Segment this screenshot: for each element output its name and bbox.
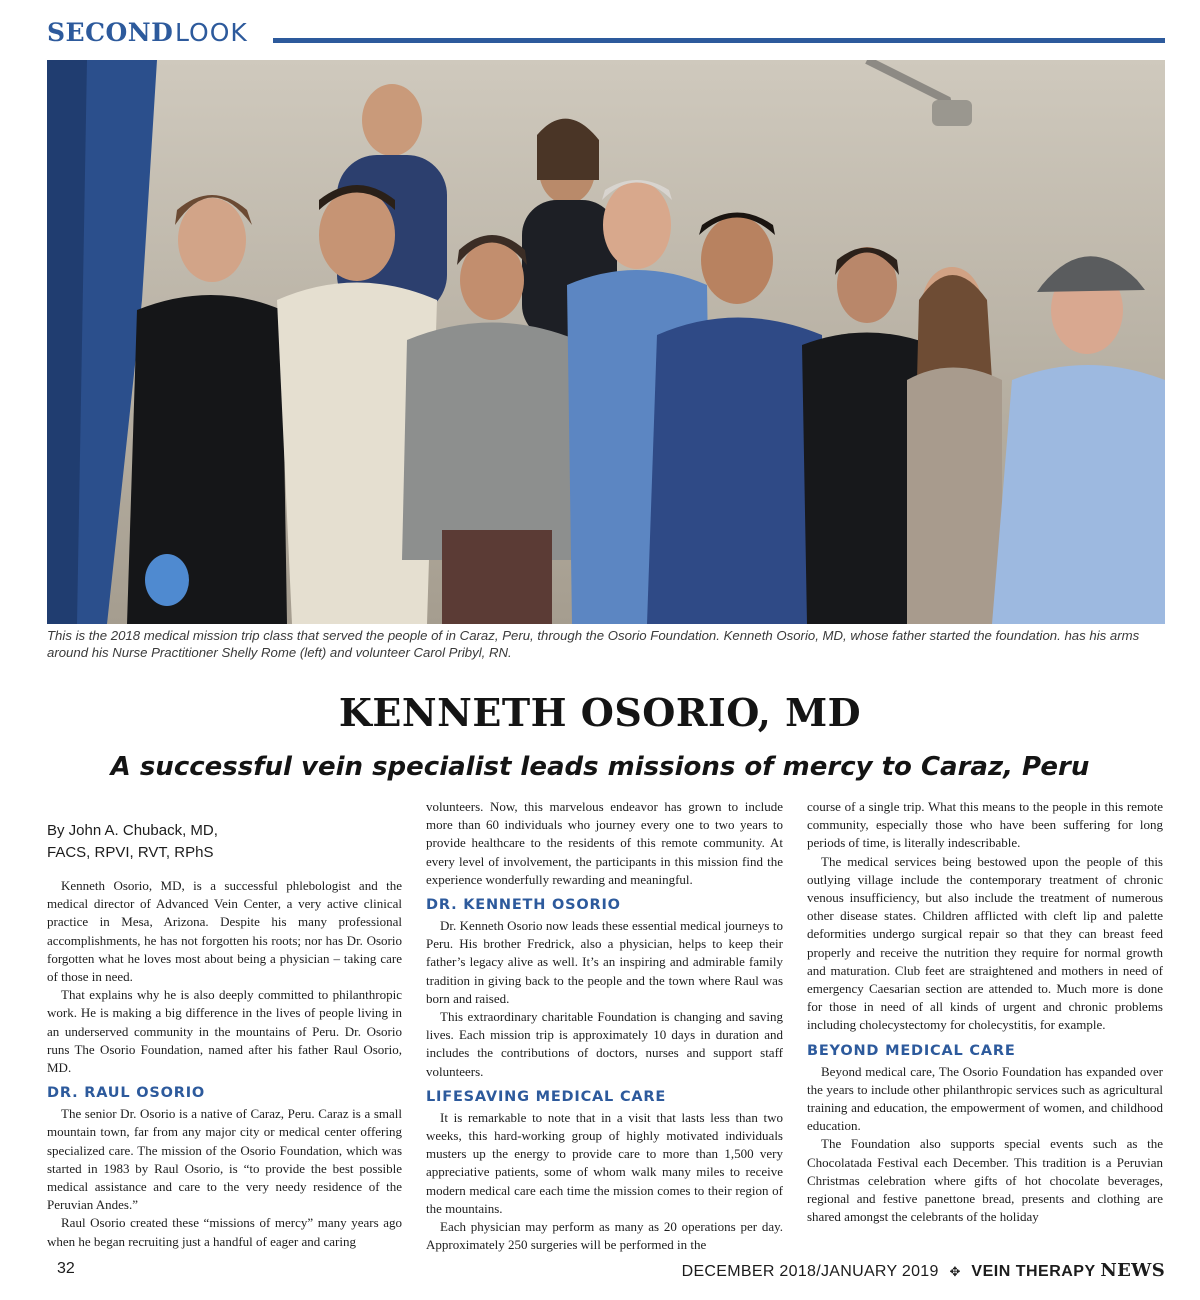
byline-line-1: By John A. Chuback, MD, (47, 822, 218, 839)
paragraph: It is remarkable to note that in a visit that lasts less than two weeks, this hard-working group of highly motivated individuals musters up the energy to provide care to more than 1,500 very appreciative patients, some of whom walk many miles to receive modern medical care each time the mission comes to their region of the mountains. (426, 1109, 783, 1216)
byline (47, 820, 402, 864)
paragraph: Kenneth Osorio, MD, is a successful phlebologist and the medical director of Advanced Vein Center, a very active clinical practice in Mesa, Arizona. Despite his many professional accomplishments, he has not forgotten his roots; nor has Dr. Osorio forgotten what he loves most about being a physician – taking care of those in need. (47, 878, 402, 985)
paragraph: Raul Osorio created these “missions of mercy” many years ago when he began recruiting just a handful of eager and caring (47, 1215, 402, 1249)
paragraph: volunteers. Now, this marvelous endeavor has grown to include more than 60 individuals who journey every one to two years to provide healthcare to the residents of this remote community. At every level of involvement, the participants in this mission find the experience wonderfully rewarding and meaningful. (426, 799, 783, 887)
magazine-name-suffix: NEWS (1100, 1260, 1165, 1281)
subheading-beyond-care: BEYOND MEDICAL CARE (807, 1042, 1016, 1059)
group-photo (47, 60, 1165, 624)
paragraph: course of a single trip. What this means to the people in this remote community, especially those who have been suffering for long periods of time, is literally indescribable. (807, 799, 1163, 851)
ornament-icon: ✥ (949, 1264, 961, 1279)
section-label-bold: SECOND (47, 18, 174, 47)
paragraph: That explains why he is also deeply committed to philanthropic work. He is making a big difference in the lives of people living in an underserved community in the mountains of Peru. Dr. Osorio runs The Osorio Foundation, named after his father Raul Osorio, MD. (47, 987, 402, 1076)
subheading-lifesaving-care: LIFESAVING MEDICAL CARE (426, 1088, 667, 1105)
page-number: 32 (57, 1260, 75, 1277)
page-footer (47, 1258, 1165, 1282)
paragraph: The Foundation also supports special events such as the Chocolatada Festival each December. This tradition is a Peruvian Christmas celebration where gifts of hot chocolate beverages, regional and festive panettone bread, presents and clothing are shared amongst the celebrants of the holiday (807, 1136, 1163, 1225)
paragraph: The senior Dr. Osorio is a native of Caraz, Peru. Caraz is a small mountain town, far from any major city or medical center offering specialized care. The mission of the Osorio Foundation, which was started in 1983 by Raul Osorio, is “to provide the best possible medical assistance and care to the very needy residence of the Peruvian Andes.” (47, 1106, 402, 1213)
subheading-raul-osorio: DR. RAUL OSORIO (47, 1085, 206, 1102)
paragraph: Beyond medical care, The Osorio Foundation has expanded over the years to include other philanthropic services such as agricultural training and education, the empowerment of women, and childhood education. (807, 1063, 1163, 1134)
paragraph: This extraordinary charitable Foundation is changing and saving lives. Each mission trip is approximately 10 days in duration and includes the contributions of doctors, nurses and support staff volunteers. (426, 1009, 783, 1079)
section-header (47, 16, 1165, 52)
paragraph: Dr. Kenneth Osorio now leads these essential medical journeys to Peru. His brother Fredrick, also a physician, helps to keep their father’s legacy alive as well. It’s an inspiring and admirable family tradition in giving back to the people and the town where Raul was born and raised. (426, 918, 783, 1006)
section-label-light: LOOK (175, 18, 248, 47)
article-column-1 (47, 798, 402, 1251)
header-rule (273, 38, 1165, 43)
group-photo-illustration (47, 60, 1165, 624)
issue-date: DECEMBER 2018/JANUARY 2019 (681, 1263, 939, 1280)
magazine-name: VEIN THERAPY (971, 1263, 1096, 1280)
photo-caption: This is the 2018 medical mission trip class that served the people of in Caraz, Peru, through the Osorio Foundation. Kenneth Osorio, MD, whose father started the foundation. has his arms around his Nurse Practitioner Shelly Rome (left) and volunteer Carol Pribyl, RN. (47, 628, 1140, 660)
article-title: KENNETH OSORIO, MD (338, 690, 862, 735)
subheading-kenneth-osorio: DR. KENNETH OSORIO (426, 897, 621, 914)
paragraph: Each physician may perform as many as 20 operations per day. Approximately 250 surgeries will be performed in the (426, 1219, 783, 1253)
paragraph: The medical services being bestowed upon the people of this outlying village include the contemporary treatment of chronic venous insufficiency, but also include the treatment of numerous other disease states. Children afflicted with cleft lip and palette deformities undergo surgical repair so that they can breast feed properly and receive the nutrition they require for normal growth and maturation. Club feet are straightened and mothers in need of emergency Caesarian section are attended to. Much more is done for those in need of all kinds of urgent and chronic problems including cholecystectomy for cholecystitis, for example. (807, 853, 1163, 1033)
byline-line-2: FACS, RPVI, RVT, RPhS (47, 844, 214, 861)
article-column-2 (426, 798, 783, 1254)
footer-issue-line (682, 1260, 1165, 1281)
article-column-3 (807, 798, 1163, 1226)
article-subtitle: A successful vein specialist leads missions of mercy to Caraz, Peru (110, 752, 1090, 782)
